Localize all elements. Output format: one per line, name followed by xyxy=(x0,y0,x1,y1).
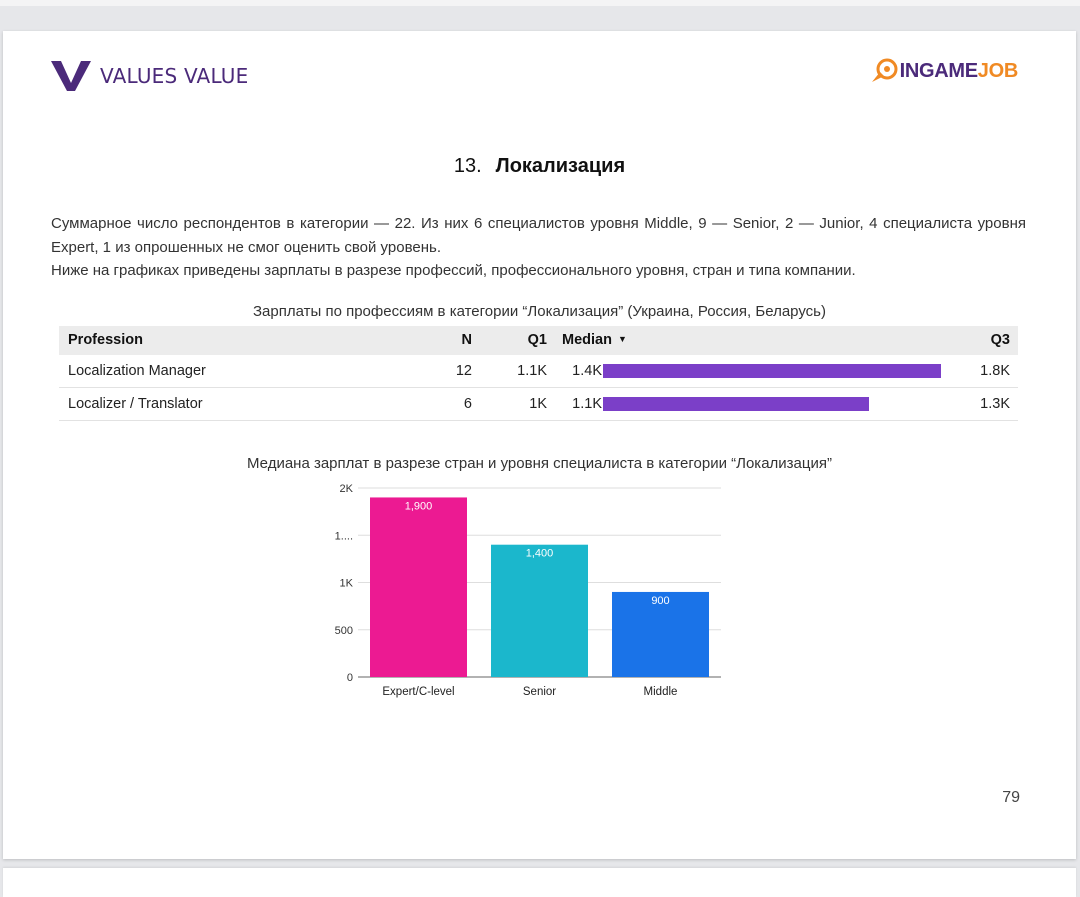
header-profession[interactable]: Profession xyxy=(68,332,143,348)
sort-down-icon: ▼ xyxy=(617,334,627,344)
header-q1[interactable]: Q1 xyxy=(527,332,547,348)
bar-value-label: 900 xyxy=(651,594,670,607)
y-tick-label: 500 xyxy=(334,624,353,637)
x-tick-label: Senior xyxy=(522,686,557,698)
y-tick-label: 1K xyxy=(339,577,353,590)
y-tick-label: 2K xyxy=(339,483,353,495)
y-tick-label: 0 xyxy=(346,672,353,684)
chart-title: Медиана зарплат в разрезе стран и уровня специалиста в категории “Локализация” xyxy=(247,455,832,472)
x-tick-label: Expert/C-level xyxy=(382,686,455,698)
bar-value-label: 1,900 xyxy=(404,500,433,513)
section-title: Локализация xyxy=(495,155,626,177)
cell-q1: 1K xyxy=(529,396,547,412)
bar xyxy=(491,545,588,677)
table-title: Зарплаты по профессиям в категории “Локализация” (Украина, Россия, Беларусь) xyxy=(253,303,826,320)
top-strip xyxy=(0,0,1080,6)
cell-q3: 1.8K xyxy=(980,363,1010,379)
cell-n: 6 xyxy=(463,396,472,412)
intro-paragraph-1: Суммарное число респондентов в категории — 22. Из них 6 специалистов уровня Middle, 9 — Senior, 2 — Junior, 4 специалиста уровня Expert, 1 из опрошенных не смог оценить свой уровень. xyxy=(51,215,1026,256)
intro-paragraph-2: Ниже на графиках приведены зарплаты в разрезе профессий, профессионального уровня, стран и типа компании. xyxy=(51,262,856,279)
ingamejob-text: INGAMEJOB xyxy=(899,59,1018,82)
bar-value-label: 1,400 xyxy=(525,547,554,560)
cell-median: 1.1K xyxy=(572,396,602,412)
cell-q1: 1.1K xyxy=(517,363,547,379)
y-tick-label: 1.... xyxy=(334,530,353,543)
median-salary-bar-chart xyxy=(3,31,1076,859)
page-number: 79 xyxy=(1002,789,1020,806)
bar xyxy=(370,497,467,677)
cell-profession: Localization Manager xyxy=(68,363,206,379)
cell-median: 1.4K xyxy=(572,363,602,379)
section-number: 13. xyxy=(453,155,482,177)
x-tick-label: Middle xyxy=(643,686,678,698)
document-page xyxy=(3,31,1076,859)
header-n[interactable]: N xyxy=(461,332,472,348)
next-page-edge xyxy=(3,868,1076,897)
cell-n: 12 xyxy=(455,363,472,379)
header-median[interactable]: Median ▼ xyxy=(562,332,627,348)
values-value-text: VALUES VALUE xyxy=(100,64,249,88)
cell-profession: Localizer / Translator xyxy=(68,396,203,412)
header-q3[interactable]: Q3 xyxy=(990,332,1010,348)
cell-q3: 1.3K xyxy=(980,396,1010,412)
